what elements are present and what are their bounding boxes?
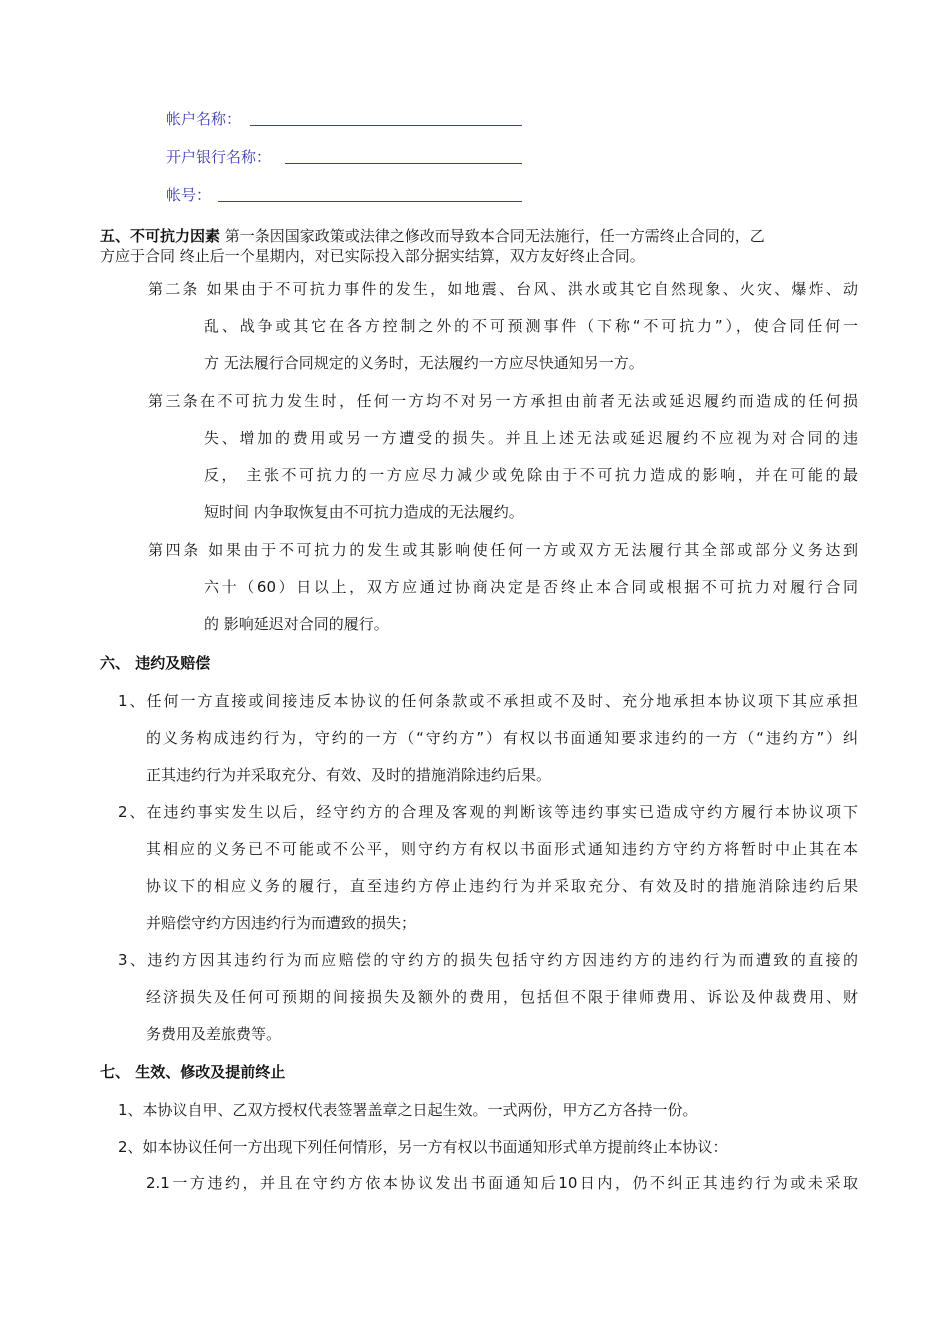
force-majeure-article-2-line-3: 方 无法履行合同规定的义务时，无法履约一方应尽快通知另一方。 [204, 354, 644, 372]
breach-item-2-line-1: 2、在违约事实发生以后，经守约方的合理及客观的判断该等违约事实已造成守约方履行本协议项下 [118, 803, 858, 821]
account-number-field[interactable] [218, 201, 522, 202]
force-majeure-article-1-line-2: 方应于合同 终止后一个星期内，对已实际投入部分据实结算，双方友好终止合同。 [100, 247, 645, 265]
force-majeure-article-2-line-1: 第二条 如果由于不可抗力事件的发生，如地震、台风、洪水或其它自然现象、火灾、爆炸、动 [148, 280, 858, 298]
section-5-heading: 五、不可抗力因素 [100, 227, 221, 245]
effectiveness-item-2: 2、如本协议任何一方出现下列任何情形，另一方有权以书面通知形式单方提前终止本协议： [118, 1138, 728, 1156]
breach-item-3-line-2: 经济损失及任何可预期的间接损失及额外的费用，包括但不限于律师费用、诉讼及仲裁费用、财 [146, 988, 858, 1006]
force-majeure-article-3-line-2: 失、增加的费用或另一方遭受的损失。并且上述无法或延迟履约不应视为对合同的违 [204, 429, 858, 447]
breach-item-3-line-3: 务费用及差旅费等。 [146, 1025, 282, 1043]
breach-item-3-line-1: 3、违约方因其违约行为而应赔偿的守约方的损失包括守约方因违约方的违约行为而遭致的直接的 [118, 951, 858, 969]
section-6-heading: 六、 违约及赔偿 [100, 654, 211, 672]
breach-item-1-line-2: 的义务构成违约行为，守约的一方（“守约方”）有权以书面通知要求违约的一方（“违约方”）纠 [146, 729, 858, 747]
force-majeure-article-4-line-3: 的 影响延迟对合同的履行。 [204, 615, 389, 633]
force-majeure-article-3-line-1: 第三条在不可抗力发生时，任何一方均不对另一方承担由前者无法或延迟履约而造成的任何损 [148, 392, 858, 410]
account-name-field[interactable] [250, 125, 522, 126]
account-number-label: 帐号： [166, 186, 212, 204]
breach-item-2-line-4: 并赔偿守约方因违约行为而遭致的损失； [146, 914, 417, 932]
breach-item-2-line-2: 其相应的义务已不可能或不公平，则守约方有权以书面形式通知违约方守约方将暂时中止其在本 [146, 840, 858, 858]
breach-item-2-line-3: 协议下的相应义务的履行，直至违约方停止违约行为并采取充分、有效及时的措施消除违约后果 [146, 877, 858, 895]
force-majeure-article-2-line-2: 乱、战争或其它在各方控制之外的不可预测事件（下称“不可抗力”），使合同任何一 [204, 317, 858, 335]
bank-name-field[interactable] [285, 163, 522, 164]
force-majeure-article-3-line-3: 反， 主张不可抗力的一方应尽力减少或免除由于不可抗力造成的影响，并在可能的最 [204, 466, 858, 484]
bank-name-label: 开户银行名称： [166, 148, 272, 166]
effectiveness-item-2-1: 2.1一方违约，并且在守约方依本协议发出书面通知后10日内，仍不纠正其违约行为或未采取 [146, 1174, 858, 1192]
force-majeure-article-3-line-4: 短时间 内争取恢复由不可抗力造成的无法履约。 [204, 503, 524, 521]
effectiveness-item-1: 1、本协议自甲、乙双方授权代表签署盖章之日起生效。一式两份，甲方乙方各持一份。 [118, 1101, 698, 1119]
force-majeure-article-4-line-2: 六十（60）日以上，双方应通过协商决定是否终止本合同或根据不可抗力对履行合同 [204, 578, 858, 596]
section-7-heading: 七、 生效、修改及提前终止 [100, 1063, 286, 1081]
force-majeure-article-1-line-1: 五、不可抗力因素 第一条因国家政策或法律之修改而导致本合同无法施行，任一方需终止合同的，乙 [100, 227, 765, 245]
account-name-label: 帐户名称： [166, 110, 242, 128]
breach-item-1-line-1: 1、任何一方直接或间接违反本协议的任何条款或不承担或不及时、充分地承担本协议项下其应承担 [118, 692, 858, 710]
force-majeure-article-4-line-1: 第四条 如果由于不可抗力的发生或其影响使任何一方或双方无法履行其全部或部分义务达到 [148, 541, 858, 559]
breach-item-1-line-3: 正其违约行为并采取充分、有效、及时的措施消除违约后果。 [146, 766, 552, 784]
